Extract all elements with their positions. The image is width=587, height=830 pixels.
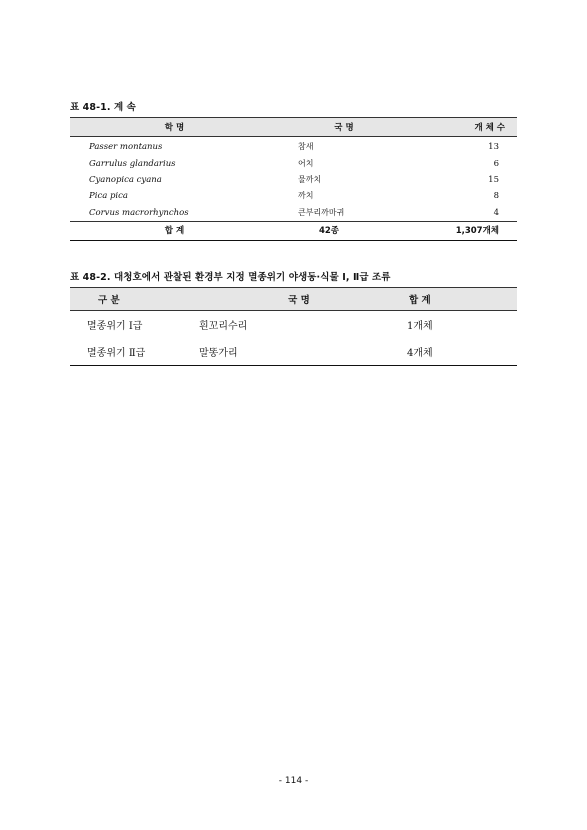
korean-name: 흰꼬리수리 [199, 321, 248, 332]
korean-name: 어치 [298, 158, 314, 168]
table-row [70, 137, 517, 156]
individual-count: 1개체 [407, 321, 433, 332]
header-total: 합 계 [405, 288, 517, 311]
table-row [70, 155, 517, 171]
total-species: 42종 [279, 221, 409, 240]
endangered-category: 멸종위기 Ⅱ급 [70, 338, 193, 366]
endangered-species-table [70, 287, 517, 366]
individual-count: 13 [488, 142, 499, 153]
total-row [70, 221, 517, 240]
total-label: 합 계 [70, 221, 279, 240]
table-row [70, 172, 517, 188]
korean-name: 물까치 [298, 174, 322, 184]
header-count: 개 체 수 [409, 118, 517, 137]
table1-caption: 표 48-1. 계 속 [70, 102, 136, 113]
scientific-name: Cyanopica cyana [89, 174, 162, 185]
scientific-name: Corvus macrorhynchos [89, 207, 189, 218]
individual-count: 4 [493, 207, 499, 218]
table-row [70, 205, 517, 222]
table-header-row [70, 118, 517, 137]
table2-caption: 표 48-2. 대청호에서 관찰된 환경부 지정 멸종위기 야생동·식물 Ⅰ, Ⅱ급 조류 [70, 272, 391, 283]
header-scientific-name: 학 명 [70, 118, 279, 137]
species-count-table [70, 117, 517, 241]
header-korean-name: 국 명 [193, 288, 405, 311]
scientific-name: Garrulus glandarius [89, 158, 176, 169]
individual-count: 6 [493, 158, 499, 169]
individual-count: 8 [493, 191, 499, 202]
korean-name: 까치 [298, 191, 314, 201]
scientific-name: Pica pica [89, 191, 128, 202]
table-row [70, 338, 517, 366]
endangered-category: 멸종위기 Ⅰ급 [87, 321, 143, 332]
table-row [70, 188, 517, 204]
korean-name: 참새 [298, 142, 314, 152]
header-korean-name: 국 명 [279, 118, 409, 137]
table-header-row [70, 288, 517, 311]
table-row [70, 311, 517, 339]
individual-count: 15 [488, 174, 499, 185]
total-individuals: 1,307개체 [409, 221, 517, 240]
scientific-name: Passer montanus [89, 142, 163, 153]
korean-name: 큰부리까마귀 [298, 207, 345, 217]
korean-name: 말똥가리 [193, 338, 405, 366]
individual-count: 4개체 [405, 338, 517, 366]
page-number: - 114 - [278, 776, 309, 786]
header-category: 구 분 [70, 288, 193, 311]
